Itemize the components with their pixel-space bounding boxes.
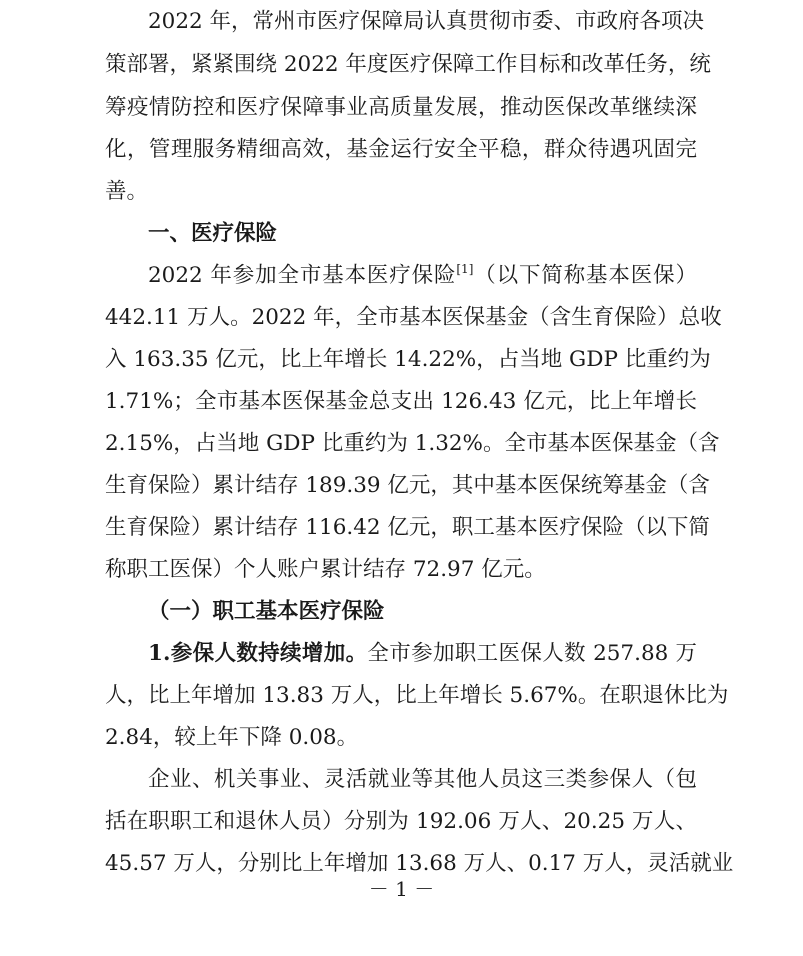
lead-heading: 1.参保人数持续增加。 [148, 641, 368, 666]
paragraph-text: 2022 年参加全市基本医疗保险 [148, 263, 457, 288]
intro-line: 2022 年，常州市医疗保障局认真贯彻市委、市政府各项决 [148, 9, 705, 34]
paragraph-line: 442.11 万人。2022 年，全市基本医保基金（含生育保险）总收 [105, 305, 722, 330]
paragraph-line: 入 163.35 亿元，比上年增长 14.22%，占当地 GDP 比重约为 [105, 347, 711, 372]
intro-line: 策部署，紧紧围绕 2022 年度医疗保障工作目标和改革任务，统 [105, 52, 711, 77]
paragraph-line: 括在职职工和退休人员）分别为 192.06 万人、20.25 万人、 [105, 809, 697, 834]
subsection-heading: （一）职工基本医疗保险 [148, 599, 385, 624]
paragraph-line: 45.57 万人，分别比上年增加 13.68 万人、0.17 万人，灵活就业 [105, 851, 734, 876]
paragraph-text: （以下简称基本医保） [473, 263, 697, 288]
paragraph-line: 2.15%，占当地 GDP 比重约为 1.32%。全市基本医保基金（含 [105, 431, 720, 456]
paragraph-line: 2.84，较上年下降 0.08。 [105, 725, 359, 750]
paragraph-line: 称职工医保）个人账户累计结存 72.97 亿元。 [105, 557, 546, 582]
section-heading: 一、医疗保险 [148, 221, 278, 246]
page-number: － 1 － [368, 877, 435, 901]
paragraph-line: 生育保险）累计结存 189.39 亿元，其中基本医保统筹基金（含 [105, 473, 710, 498]
paragraph-line [148, 256, 697, 296]
paragraph-line: 生育保险）累计结存 116.42 亿元，职工基本医疗保险（以下简 [105, 515, 710, 540]
paragraph-text: 全市参加职工医保人数 257.88 万 [367, 641, 697, 666]
paragraph-line: 企业、机关事业、灵活就业等其他人员这三类参保人（包 [148, 767, 697, 792]
intro-line: 化，管理服务精细高效，基金运行安全平稳，群众待遇巩固完 [105, 137, 697, 162]
intro-line: 善。 [105, 179, 149, 204]
intro-line: 筹疫情防控和医疗保障事业高质量发展，推动医保改革继续深 [105, 95, 697, 120]
paragraph-line: 1.71%；全市基本医保基金总支出 126.43 亿元，比上年增长 [105, 389, 697, 414]
paragraph-line: 人，比上年增加 13.83 万人，比上年增长 5.67%。在职退休比为 [105, 683, 729, 708]
footnote-marker[interactable]: [1] [456, 262, 474, 276]
paragraph-line [148, 634, 697, 674]
